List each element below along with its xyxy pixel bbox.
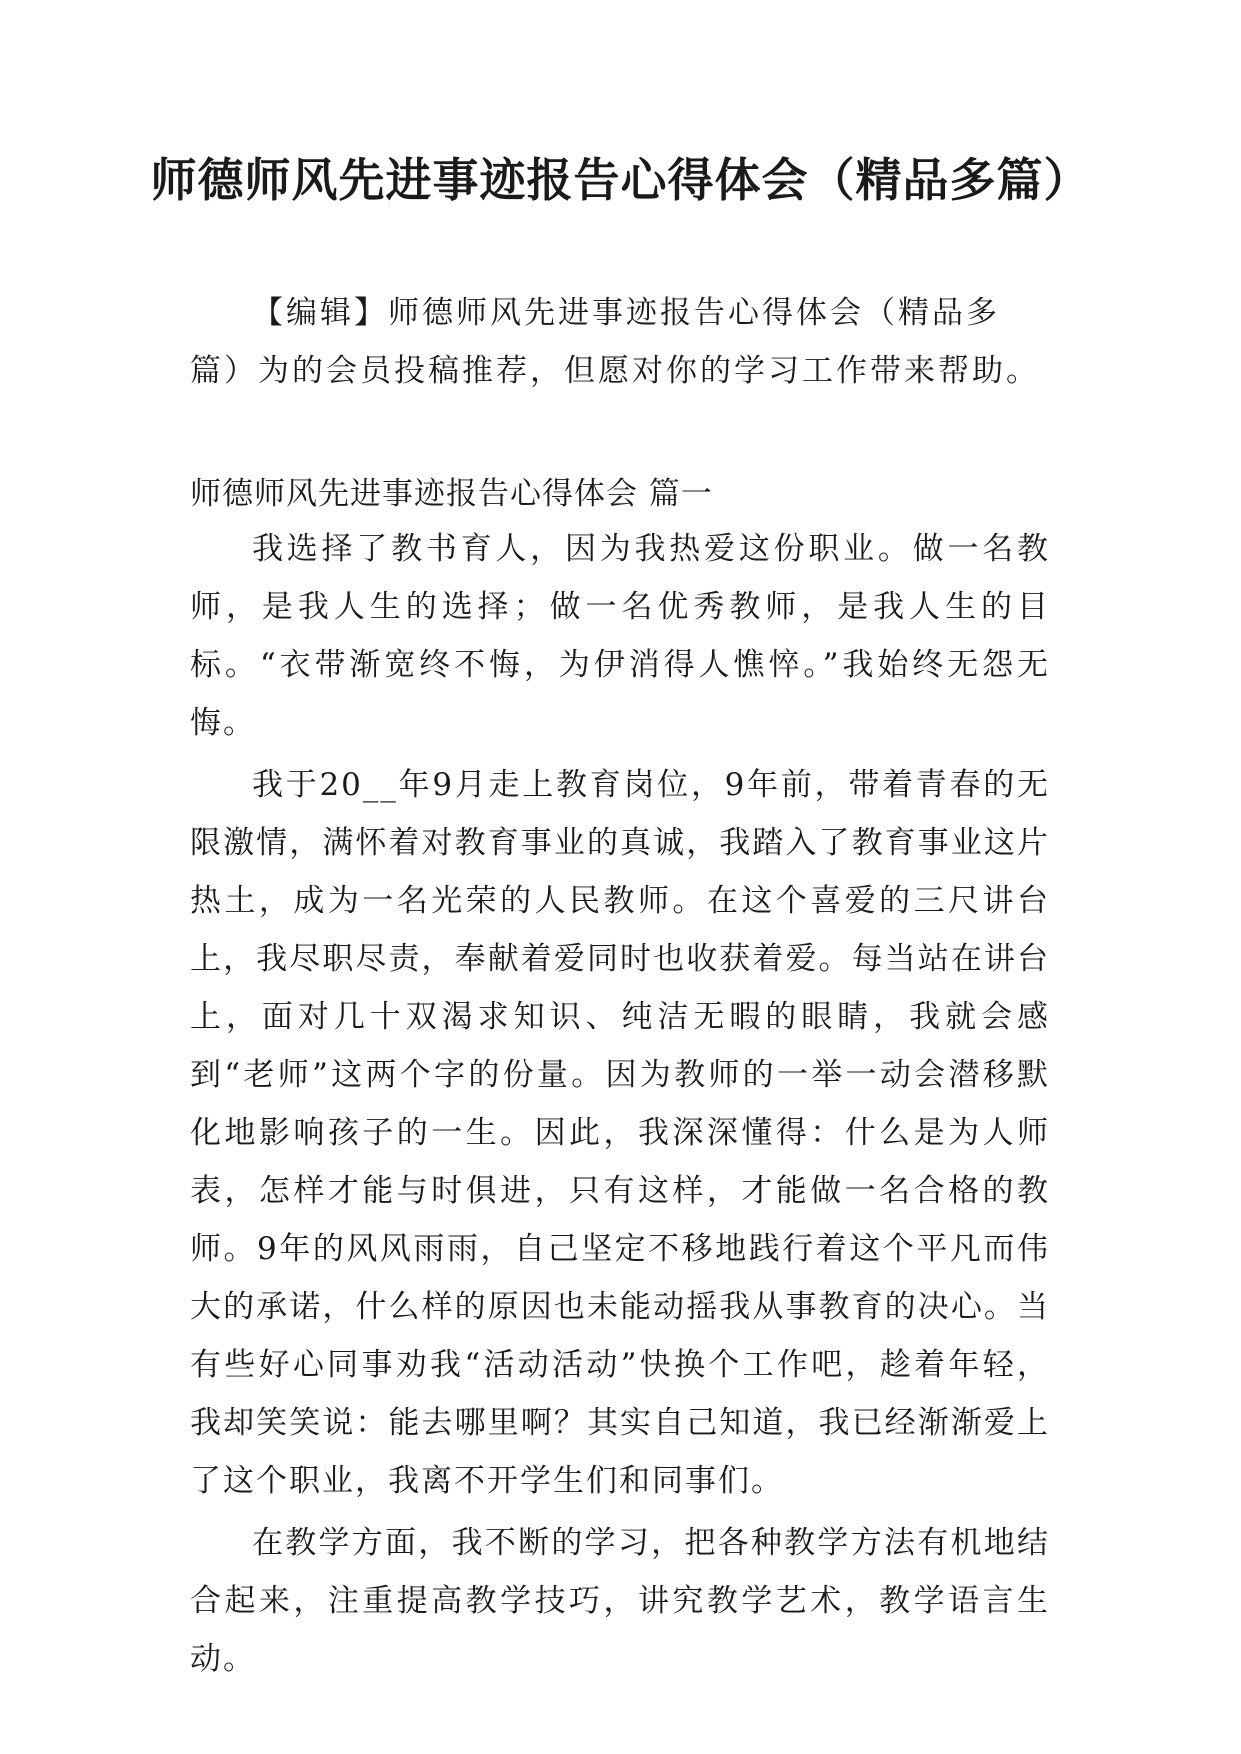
article-body (190, 520, 1050, 1692)
body-paragraph: 在教学方面，我不断的学习，把各种教学方法有机地结合起来，注重提高教学技巧，讲究教学艺术，教学语言生动。 (190, 1525, 1050, 1677)
body-paragraph: 我选择了教书育人，因为我热爱这份职业。做一名教师，是我人生的选择；做一名优秀教师，是我人生的目标。“衣带渐宽终不悔，为伊消得人憔悴。”我始终无怨无悔。 (190, 531, 1050, 741)
intro-paragraph: 【编辑】师德师风先进事迹报告心得体会（精品多篇）为的会员投稿推荐，但愿对你的学习工作带来帮助。 (190, 295, 1040, 389)
document-title: 师德师风先进事迹报告心得体会（精品多篇） (150, 153, 1091, 207)
section-heading: 师德师风先进事迹报告心得体会 篇一 (190, 476, 713, 512)
body-paragraph: 我于20__年9月走上教育岗位，9年前，带着青春的无限激情，满怀着对教育事业的真诚，我踏入了教育事业这片热土，成为一名光荣的人民教师。在这个喜爱的三尺讲台上，我尽职尽责，奉献着爱同时也收获着爱。每当站在讲台上，面对几十双渴求知识、纯洁无暇的眼睛，我就会感到“老师”这两个字的份量。因为教师的一举一动会潜移默化地影响孩子的一生。因此，我深深懂得：什么是为人师表，怎样才能与时俱进，只有这样，才能做一名合格的教师。9年的风风雨雨，自己坚定不移地践行着这个平凡而伟大的承诺，什么样的原因也未能动摇我从事教育的决心。当有些好心同事劝我“活动活动”快换个工作吧，趁着年轻，我却笑笑说：能去哪里啊？其实自己知道，我已经渐渐爱上了这个职业，我离不开学生们和同事们。 (190, 767, 1050, 1499)
